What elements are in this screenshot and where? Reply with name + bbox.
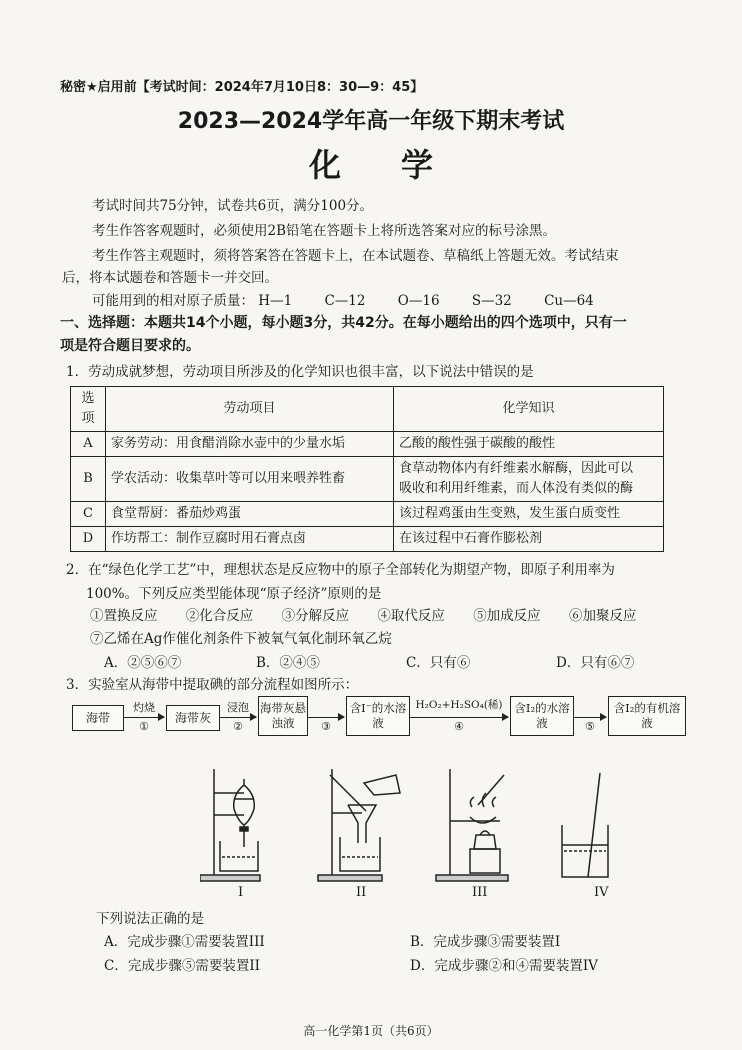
flow-box-ash-suspension: 海带灰悬浊液 xyxy=(258,696,308,736)
atomic-mass-h: H—1 xyxy=(258,293,293,309)
row-knowledge-line: 吸收和利用纤维素，而人体没有类似的酶 xyxy=(399,481,634,496)
table-row xyxy=(71,527,664,552)
apparatus-iii-evaporation xyxy=(436,769,508,881)
row-knowledge: 乙酸的酸性强于碳酸的酸性 xyxy=(394,432,664,457)
q3-option-c: C．完成步骤⑤需要装置II xyxy=(104,958,260,974)
row-work: 家务劳动：用食醋消除水壶中的少量水垢 xyxy=(106,432,394,457)
apparatus-label-iii: III xyxy=(472,885,488,900)
apparatus-label-ii: II xyxy=(356,885,367,900)
atomic-mass-o: O—16 xyxy=(397,293,440,309)
exam-title: 2023—2024学年高一年级下期末考试 xyxy=(177,109,565,134)
flow-step-num: ⑤ xyxy=(585,720,595,733)
flow-step-num: ① xyxy=(139,720,149,733)
flow-step-label: 灼烧 xyxy=(133,701,155,714)
section-one-heading: 一、选择题：本题共14个小题，每小题3分，共42分。在每小题给出的四个选项中，只有一 xyxy=(60,315,627,331)
apparatus-ii-filtration xyxy=(318,769,400,881)
flow-step-label: H₂O₂+H₂SO₄(稀) xyxy=(415,699,503,711)
atomic-mass-c: C—12 xyxy=(324,293,366,309)
q2-option-d: D．只有⑥⑦ xyxy=(556,655,635,671)
row-knowledge xyxy=(394,457,664,502)
flow-box-kelp-ash: 海带灰 xyxy=(166,705,220,731)
header-option: 选项 xyxy=(71,387,106,432)
reaction-type: ②化合反应 xyxy=(185,608,254,624)
flow-box-iodine-organic: 含I₂的有机溶液 xyxy=(608,696,686,736)
table-row xyxy=(71,432,664,457)
row-option: B xyxy=(71,457,106,502)
q3-stem: 3．实验室从海带中提取碘的部分流程如图所示： xyxy=(66,677,359,693)
flow-arrow xyxy=(410,717,508,718)
q2-option-b: B．②④⑤ xyxy=(256,655,320,671)
section-one-heading-cont: 项是符合题目要求的。 xyxy=(60,338,200,354)
instruction-line: 考生作答客观题时，必须使用2B铅笔在答题卡上将所选答案对应的标号涂黑。 xyxy=(92,223,557,239)
flow-arrow xyxy=(308,717,344,718)
row-knowledge: 该过程鸡蛋由生变熟，发生蛋白质变性 xyxy=(394,502,664,527)
secret-exam-time-line: 秘密★启用前【考试时间：2024年7月10日8：30—9：45】 xyxy=(60,80,424,95)
iodine-extraction-flowchart xyxy=(68,692,688,746)
q2-stem: 2．在“绿色化学工艺”中，理想状态是反应物中的原子全部转化为期望产物，即原子利用率为 xyxy=(66,562,615,578)
row-knowledge-line: 食草动物体内有纤维素水解酶，因此可以 xyxy=(399,461,634,476)
flow-step-num: ④ xyxy=(454,720,464,733)
q3-option-a: A．完成步骤①需要装置III xyxy=(104,934,265,950)
q2-option-c: C．只有⑥ xyxy=(406,655,471,671)
table-row xyxy=(71,502,664,527)
flow-box-kelp: 海带 xyxy=(72,705,124,731)
flow-arrow xyxy=(574,717,606,718)
q2-reaction-type-7: ⑦乙烯在Ag作催化剂条件下被氧气氧化制环氧乙烷 xyxy=(90,631,392,647)
instruction-line: 后，将本试题卷和答题卡一并交回。 xyxy=(62,270,278,286)
lab-apparatus-illustration xyxy=(200,765,640,895)
flow-step-num: ③ xyxy=(321,720,331,733)
q2-stem-cont: 100%。下列反应类型能体现“原子经济”原则的是 xyxy=(86,586,382,602)
subject-title: 化学 xyxy=(308,146,493,184)
apparatus-i-separatory-funnel xyxy=(200,769,260,881)
reaction-type: ⑤加成反应 xyxy=(473,608,541,624)
row-option: A xyxy=(71,432,106,457)
header-work-item: 劳动项目 xyxy=(106,387,394,432)
row-knowledge: 在该过程中石膏作膨松剂 xyxy=(394,527,664,552)
flow-box-iodide-solution: 含I⁻的水溶液 xyxy=(346,696,410,736)
flow-arrow xyxy=(220,717,256,718)
table-header-row xyxy=(71,387,664,432)
apparatus-iv-beaker-stirring xyxy=(562,773,608,877)
instruction-line: 考生作答主观题时，须将答案答在答题卡上，在本试题卷、草稿纸上答题无效。考试结束 xyxy=(92,248,619,264)
row-work: 作坊帮工：制作豆腐时用石膏点卤 xyxy=(106,527,394,552)
row-work: 学农活动：收集草叶等可以用来喂养牲畜 xyxy=(106,457,394,502)
q3-prompt: 下列说法正确的是 xyxy=(96,911,204,927)
row-work: 食堂帮厨：番茄炒鸡蛋 xyxy=(106,502,394,527)
reaction-type: ⑥加聚反应 xyxy=(568,608,637,624)
reaction-type: ①置换反应 xyxy=(90,608,158,624)
atomic-masses xyxy=(92,289,594,309)
q2-reaction-types xyxy=(90,604,636,624)
header-chem-knowledge: 化学知识 xyxy=(394,387,664,432)
row-option: D xyxy=(71,527,106,552)
instruction-line: 考试时间共75分钟，试卷共6页，满分100分。 xyxy=(92,198,374,214)
atomic-mass-cu: Cu—64 xyxy=(544,293,594,309)
table-row xyxy=(71,457,664,502)
q1-table xyxy=(70,386,664,552)
flow-step-num: ② xyxy=(233,720,243,733)
q3-option-b: B．完成步骤③需要装置I xyxy=(410,934,561,950)
row-option: C xyxy=(71,502,106,527)
reaction-type: ③分解反应 xyxy=(281,608,350,624)
flow-step-label: 浸泡 xyxy=(227,701,249,714)
q2-option-a: A．②⑤⑥⑦ xyxy=(104,655,182,671)
q1-stem: 1．劳动成就梦想，劳动项目所涉及的化学知识也很丰富，以下说法中错误的是 xyxy=(66,364,534,380)
apparatus-label-iv: IV xyxy=(594,885,609,900)
atomic-masses-label: 可能用到的相对原子质量： xyxy=(92,293,254,309)
reaction-type: ④取代反应 xyxy=(377,608,445,624)
apparatus-label-i: I xyxy=(238,885,244,900)
flow-arrow xyxy=(124,717,164,718)
atomic-mass-s: S—32 xyxy=(471,293,512,309)
flow-box-iodine-aqueous: 含I₂的水溶液 xyxy=(510,696,574,736)
q3-option-d: D．完成步骤②和④需要装置IV xyxy=(410,958,598,974)
page-footer: 高一化学第1页（共6页） xyxy=(303,1024,439,1038)
